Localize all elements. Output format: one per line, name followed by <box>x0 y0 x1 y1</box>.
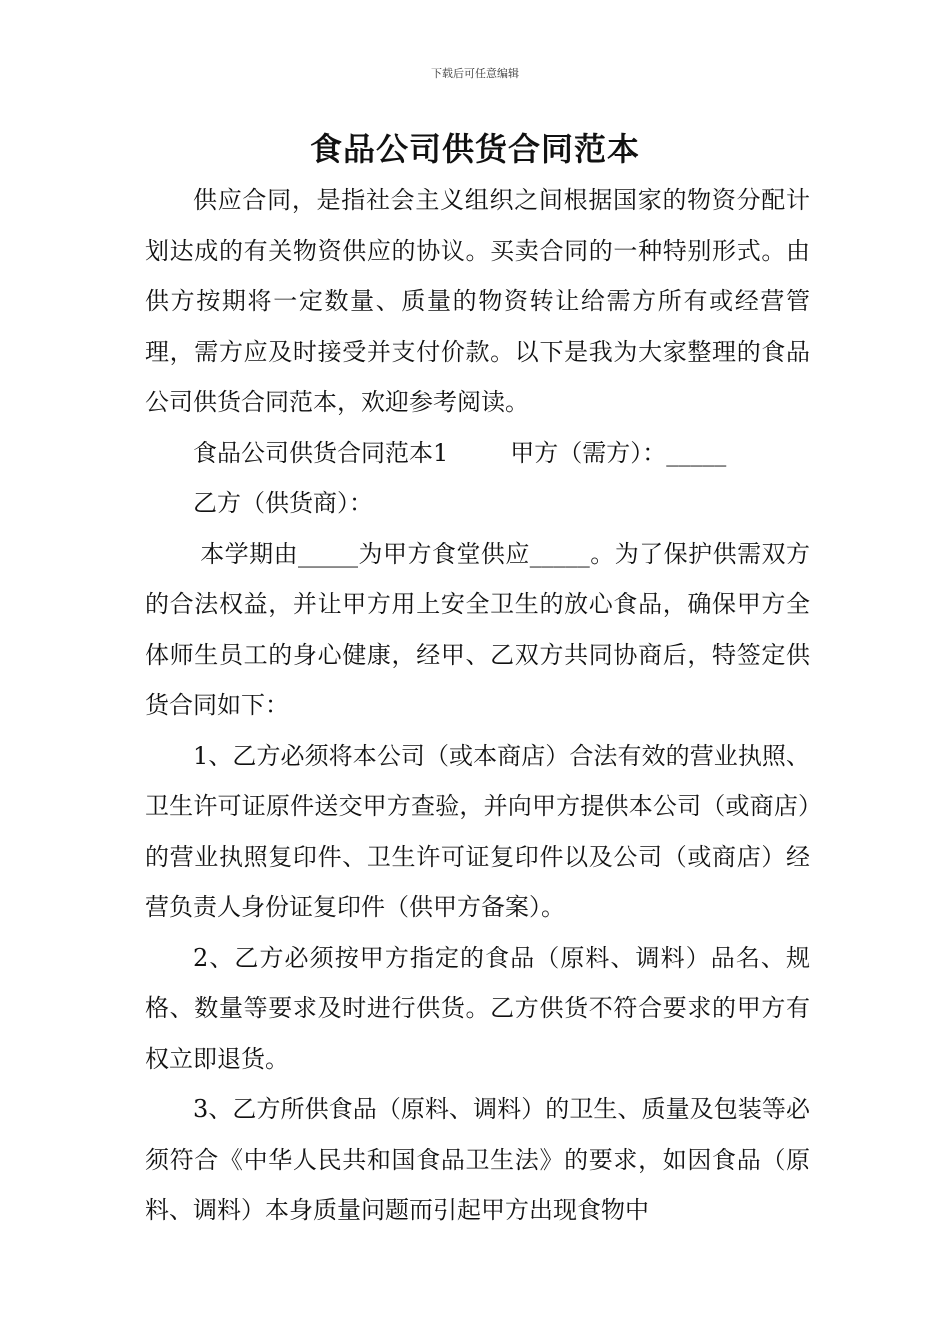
clause-1: 1、乙方必须将本公司（或本商店）合法有效的营业执照、卫生许可证原件送交甲方查验，并向甲方提供本公司（或商店）的营业执照复印件、卫生许可证复印件以及公司（或商店）经营负责人身份证复印件（供甲方备案）。 <box>145 741 810 921</box>
section-heading-line <box>145 428 810 479</box>
party-a-line: 甲方（需方）：_____ <box>510 438 727 467</box>
clause-3: 3、乙方所供食品（原料、调料）的卫生、质量及包装等必须符合《中华人民共和国食品卫生法》的要求，如因食品（原料、调料）本身质量问题而引起甲方出现食物中 <box>145 1095 810 1224</box>
clause-2: 2、乙方必须按甲方指定的食品（原料、调料）品名、规格、数量等要求及时进行供货。乙方供货不符合要求的甲方有权立即退货。 <box>145 943 810 1073</box>
document-body <box>145 175 810 1236</box>
preamble-paragraph: 本学期由_____为甲方食堂供应_____。为了保护供需双方的合法权益，并让甲方用上安全卫生的放心食品，确保甲方全体师生员工的身心健康，经甲、乙双方共同协商后，特签定供货合同如下： <box>145 539 810 719</box>
section-heading: 食品公司供货合同范本1 <box>193 438 449 467</box>
intro-paragraph: 供应合同，是指社会主义组织之间根据国家的物资分配计划达成的有关物资供应的协议。买卖合同的一种特别形式。由供方按期将一定数量、质量的物资转让给需方所有或经营管理，需方应及时接受并支付价款。以下是我为大家整理的食品公司供货合同范本，欢迎参考阅读。 <box>145 186 810 416</box>
header-note: 下载后可任意编辑 <box>431 67 519 80</box>
party-b-line: 乙方（供货商）： <box>193 489 373 517</box>
document-title: 食品公司供货合同范本 <box>309 130 640 168</box>
